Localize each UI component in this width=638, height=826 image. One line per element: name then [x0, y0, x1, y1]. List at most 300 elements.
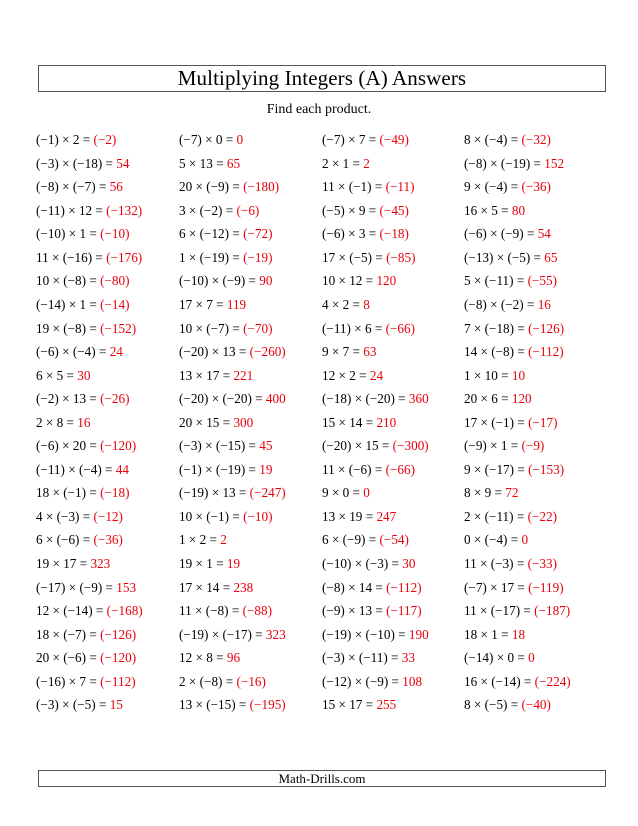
problem-item: [179, 646, 322, 670]
problem-answer: 360: [408, 391, 429, 407]
problem-item: [464, 152, 608, 176]
problem-question: 11 × (−3) =: [464, 556, 525, 572]
problem-answer: (−36): [521, 179, 551, 195]
problem-answer: 120: [376, 273, 397, 289]
problem-answer: (−6): [236, 202, 260, 218]
problem-item: [36, 670, 179, 694]
problem-item: [464, 411, 608, 435]
footer-box: [38, 770, 606, 787]
problem-item: [464, 528, 608, 552]
problem-item: [36, 458, 179, 482]
problem-question: 9 × 7 =: [322, 344, 360, 360]
problem-answer: (−36): [93, 532, 123, 548]
problem-item: [179, 552, 322, 576]
problem-question: (−16) × 7 =: [36, 673, 97, 689]
problem-question: 4 × 2 =: [322, 297, 360, 312]
problem-item: [464, 481, 608, 505]
problem-answer: 15: [109, 697, 123, 713]
problem-item: [179, 622, 322, 646]
problem-item: [179, 316, 322, 340]
problem-question: (−8) × (−7) =: [36, 179, 107, 195]
problem-item: [179, 434, 322, 458]
problem-answer: 323: [90, 556, 111, 572]
problem-question: (−6) × 20 =: [36, 438, 97, 454]
problem-answer: 56: [109, 179, 123, 195]
problem-item: [36, 575, 179, 599]
instructions: Find each product.: [266, 102, 372, 117]
problem-question: (−7) × 0 =: [179, 132, 234, 148]
problem-answer: 63: [363, 344, 377, 360]
problem-answer: 24: [109, 344, 123, 360]
problem-item: [179, 340, 322, 364]
problem-item: [322, 646, 464, 670]
problem-item: [36, 199, 179, 223]
problem-item: [36, 293, 179, 317]
problem-question: (−7) × 17 =: [464, 579, 525, 595]
problem-question: 20 × 15 =: [179, 414, 231, 430]
problem-item: [322, 505, 464, 529]
problem-question: 13 × 19 =: [322, 508, 374, 524]
problem-item: [179, 175, 322, 199]
problem-question: 16 × 5 =: [464, 202, 509, 218]
problem-answer: (−32): [521, 132, 551, 148]
problem-question: (−7) × 7 =: [322, 132, 377, 148]
problem-item: [36, 340, 179, 364]
problem-answer: 30: [402, 556, 416, 572]
problem-answer: (−66): [385, 320, 415, 336]
problem-answer: 96: [226, 650, 241, 666]
problem-answer: (−187): [534, 603, 571, 619]
problem-answer: (−22): [527, 508, 557, 524]
problem-question: 2 × (−8) =: [179, 673, 234, 689]
problem-question: 17 × (−1) =: [464, 414, 525, 430]
problem-item: [464, 246, 608, 270]
problem-question: (−20) × 15 =: [322, 438, 390, 454]
problem-question: 18 × (−7) =: [36, 626, 97, 642]
problem-answer: (−10): [100, 226, 130, 242]
problem-answer: 8: [363, 297, 370, 312]
problem-item: [322, 222, 464, 246]
problem-item: [36, 646, 179, 670]
problem-answer: 247: [376, 508, 397, 524]
problem-answer: 221: [233, 367, 254, 383]
problem-answer: 0: [528, 650, 535, 666]
problem-answer: (−9): [521, 438, 545, 454]
problem-item: [179, 199, 322, 223]
problem-question: 6 × 5 =: [36, 367, 74, 383]
problem-answer: 300: [233, 414, 254, 430]
problem-answer: (−120): [100, 438, 137, 454]
problem-answer: 2: [220, 532, 227, 548]
problem-answer: 44: [115, 461, 129, 477]
problem-question: 7 × (−18) =: [464, 320, 525, 336]
problem-answer: (−2): [93, 132, 117, 148]
problem-answer: 2: [363, 155, 370, 171]
problem-item: [464, 646, 608, 670]
problem-question: (−19) × 13 =: [179, 485, 247, 501]
problem-item: [36, 528, 179, 552]
problem-answer: (−70): [243, 320, 273, 336]
problem-question: 10 × 12 =: [322, 273, 374, 289]
problem-question: (−11) × 6 =: [322, 320, 383, 336]
problem-answer: 90: [259, 273, 273, 289]
problem-answer: (−126): [528, 320, 565, 336]
problem-question: 10 × (−7) =: [179, 320, 240, 336]
problem-answer: 10: [511, 367, 526, 383]
problem-question: 19 × 17 =: [36, 556, 88, 572]
problem-item: [322, 199, 464, 223]
problem-question: (−8) × 14 =: [322, 579, 383, 595]
problem-item: [36, 622, 179, 646]
problem-question: (−9) × 1 =: [464, 438, 519, 454]
problem-question: 12 × 2 =: [322, 367, 367, 383]
problem-item: [322, 246, 464, 270]
problem-answer: (−10): [243, 508, 273, 524]
problem-item: [36, 481, 179, 505]
problem-grid: [36, 128, 608, 717]
problem-item: [36, 693, 179, 717]
problem-question: (−10) × (−9) =: [179, 273, 256, 289]
problem-item: [179, 505, 322, 529]
problem-answer: 19: [226, 556, 241, 572]
problem-question: 11 × (−16) =: [36, 249, 103, 265]
problem-question: 1 × (−19) =: [179, 249, 240, 265]
problem-question: 19 × (−8) =: [36, 320, 97, 336]
problem-item: [179, 293, 322, 317]
problem-answer: 119: [226, 297, 247, 312]
problem-question: 1 × 2 =: [179, 532, 217, 548]
problem-question: 1 × 10 =: [464, 367, 509, 383]
problem-answer: (−260): [249, 344, 286, 360]
problem-question: (−3) × (−18) =: [36, 155, 113, 171]
problem-item: [322, 528, 464, 552]
problem-question: 12 × (−14) =: [36, 603, 104, 619]
problem-item: [36, 316, 179, 340]
problem-answer: 16: [77, 414, 91, 430]
problem-item: [179, 599, 322, 623]
problem-item: [464, 622, 608, 646]
problem-answer: 0: [363, 485, 370, 501]
problem-item: [179, 575, 322, 599]
problem-answer: (−33): [527, 556, 557, 572]
problem-answer: (−45): [379, 202, 409, 218]
problem-item: [179, 693, 322, 717]
problem-item: [36, 387, 179, 411]
problem-question: 2 × 1 =: [322, 155, 360, 171]
problem-item: [179, 387, 322, 411]
problem-answer: 152: [544, 155, 565, 171]
problem-answer: (−66): [385, 461, 415, 477]
problem-question: (−14) × 1 =: [36, 297, 97, 312]
problem-item: [464, 670, 608, 694]
problem-item: [322, 434, 464, 458]
problem-answer: 19: [259, 461, 273, 477]
problem-item: [179, 411, 322, 435]
title-box: [38, 65, 606, 92]
problem-question: (−6) × (−9) =: [464, 226, 535, 242]
problem-question: 8 × (−5) =: [464, 697, 519, 713]
problem-question: (−11) × (−4) =: [36, 461, 113, 477]
problem-item: [179, 269, 322, 293]
problem-item: [322, 340, 464, 364]
footer-text: Math-Drills.com: [278, 771, 366, 786]
problem-item: [36, 222, 179, 246]
problem-question: (−8) × (−2) =: [464, 297, 535, 312]
problem-item: [322, 411, 464, 435]
problem-item: [464, 269, 608, 293]
problem-answer: (−112): [386, 579, 422, 595]
problem-question: (−13) × (−5) =: [464, 249, 541, 265]
problem-answer: 0: [236, 132, 244, 148]
problem-answer: 72: [505, 485, 519, 501]
problem-item: [322, 481, 464, 505]
problem-item: [36, 505, 179, 529]
problem-question: 2 × 8 =: [36, 414, 74, 430]
problem-item: [464, 128, 608, 152]
problem-answer: (−18): [100, 485, 130, 501]
problem-answer: (−300): [392, 438, 429, 454]
problem-item: [322, 269, 464, 293]
problem-item: [322, 599, 464, 623]
problem-item: [36, 552, 179, 576]
problem-question: (−8) × (−19) =: [464, 155, 541, 171]
problem-answer: 210: [376, 414, 397, 430]
problem-answer: (−80): [100, 273, 130, 289]
problem-item: [179, 528, 322, 552]
problem-answer: 65: [544, 249, 558, 265]
problem-item: [464, 316, 608, 340]
problem-answer: (−112): [528, 344, 564, 360]
problem-question: (−20) × 13 =: [179, 344, 247, 360]
problem-answer: (−54): [379, 532, 409, 548]
problem-question: 5 × 13 =: [179, 155, 224, 171]
problem-item: [179, 222, 322, 246]
problem-item: [464, 293, 608, 317]
problem-answer: (−49): [379, 132, 409, 148]
problem-question: (−5) × 9 =: [322, 202, 377, 218]
problem-question: 18 × (−1) =: [36, 485, 97, 501]
problem-answer: 18: [511, 626, 526, 642]
problem-answer: (−180): [243, 179, 280, 195]
problem-answer: 120: [511, 391, 532, 407]
problem-question: 9 × (−4) =: [464, 179, 519, 195]
problem-question: 12 × 8 =: [179, 650, 224, 666]
problem-question: 17 × 14 =: [179, 579, 231, 595]
problem-item: [464, 552, 608, 576]
problem-answer: (−88): [242, 603, 272, 619]
problem-item: [464, 599, 608, 623]
problem-answer: 0: [521, 532, 529, 548]
problem-item: [464, 575, 608, 599]
problem-question: 4 × (−3) =: [36, 508, 91, 524]
problem-answer: (−224): [534, 673, 571, 689]
problem-item: [322, 458, 464, 482]
problem-answer: (−55): [527, 273, 557, 289]
problem-question: 13 × (−15) =: [179, 697, 247, 713]
problem-item: [322, 693, 464, 717]
problem-answer: (−12): [93, 508, 123, 524]
problem-question: 8 × 9 =: [464, 485, 502, 501]
problem-answer: (−117): [386, 603, 422, 619]
problem-answer: 45: [259, 438, 273, 454]
problem-answer: (−119): [528, 579, 564, 595]
problem-item: [464, 340, 608, 364]
problem-answer: (−14): [100, 297, 130, 312]
problem-answer: 16: [537, 297, 551, 312]
problem-answer: 80: [511, 202, 526, 218]
problem-answer: 54: [537, 226, 551, 242]
problem-answer: (−247): [249, 485, 286, 501]
problem-question: 17 × (−5) =: [322, 249, 383, 265]
problem-question: (−1) × 2 =: [36, 132, 91, 148]
problem-question: (−2) × 13 =: [36, 391, 97, 407]
problem-question: 10 × (−1) =: [179, 508, 240, 524]
problem-item: [179, 128, 322, 152]
problem-item: [36, 175, 179, 199]
problem-item: [179, 670, 322, 694]
worksheet-title: Multiplying Integers (A) Answers: [177, 66, 467, 90]
problem-answer: 54: [116, 155, 130, 171]
problem-item: [464, 363, 608, 387]
problem-item: [179, 481, 322, 505]
problem-item: [179, 363, 322, 387]
problem-item: [322, 387, 464, 411]
problem-question: (−3) × (−5) =: [36, 697, 107, 713]
problem-question: 9 × (−17) =: [464, 461, 525, 477]
problem-item: [464, 199, 608, 223]
problem-question: (−3) × (−11) =: [322, 650, 399, 666]
problem-question: 19 × 1 =: [179, 556, 224, 572]
problem-item: [464, 387, 608, 411]
problem-item: [322, 316, 464, 340]
problem-item: [179, 152, 322, 176]
problem-item: [464, 222, 608, 246]
problem-question: 10 × (−8) =: [36, 273, 97, 289]
problem-answer: (−72): [243, 226, 273, 242]
problem-answer: 153: [116, 579, 137, 595]
problem-question: 11 × (−1) =: [322, 179, 383, 195]
problem-item: [464, 175, 608, 199]
problem-answer: 24: [369, 367, 384, 383]
problem-question: (−11) × 12 =: [36, 202, 103, 218]
problem-question: 20 × 6 =: [464, 391, 509, 407]
problem-answer: (−17): [528, 414, 558, 430]
problem-answer: 30: [77, 367, 91, 383]
problem-item: [36, 599, 179, 623]
problem-item: [322, 128, 464, 152]
problem-question: 13 × 17 =: [179, 367, 231, 383]
problem-question: 6 × (−12) =: [179, 226, 240, 242]
problem-item: [179, 246, 322, 270]
problem-question: 0 × (−4) =: [464, 532, 519, 548]
problem-answer: (−126): [100, 626, 137, 642]
problem-answer: (−16): [236, 673, 266, 689]
problem-item: [36, 128, 179, 152]
problem-answer: (−168): [106, 603, 143, 619]
problem-question: (−3) × (−15) =: [179, 438, 256, 454]
problem-answer: 65: [226, 155, 241, 171]
problem-question: 11 × (−17) =: [464, 603, 531, 619]
problem-question: 17 × 7 =: [179, 297, 224, 312]
problem-item: [36, 411, 179, 435]
problem-question: (−1) × (−19) =: [179, 461, 256, 477]
problem-item: [322, 175, 464, 199]
problem-question: (−19) × (−17) =: [179, 626, 263, 642]
problem-item: [322, 293, 464, 317]
problem-item: [322, 575, 464, 599]
problem-question: 11 × (−8) =: [179, 603, 240, 619]
problem-item: [322, 552, 464, 576]
problem-question: 20 × (−6) =: [36, 650, 97, 666]
problem-answer: 323: [265, 626, 286, 642]
problem-answer: (−176): [106, 249, 143, 265]
problem-question: 15 × 17 =: [322, 697, 374, 713]
problem-answer: (−19): [243, 249, 273, 265]
problem-item: [36, 269, 179, 293]
problem-answer: (−112): [100, 673, 136, 689]
problem-item: [36, 434, 179, 458]
problem-question: (−12) × (−9) =: [322, 673, 399, 689]
problem-item: [322, 363, 464, 387]
problem-question: (−6) × 3 =: [322, 226, 377, 242]
problem-question: (−19) × (−10) =: [322, 626, 406, 642]
problem-answer: (−132): [106, 202, 143, 218]
problem-item: [464, 505, 608, 529]
problem-answer: (−152): [100, 320, 137, 336]
problem-question: (−14) × 0 =: [464, 650, 525, 666]
problem-question: (−10) × 1 =: [36, 226, 97, 242]
problem-answer: 238: [233, 579, 254, 595]
problem-answer: 400: [265, 391, 286, 407]
problem-answer: (−18): [379, 226, 409, 242]
problem-item: [322, 670, 464, 694]
problem-item: [464, 693, 608, 717]
problem-question: 11 × (−6) =: [322, 461, 383, 477]
problem-answer: 255: [376, 697, 397, 713]
problem-item: [464, 458, 608, 482]
problem-answer: (−195): [249, 697, 286, 713]
problem-answer: 108: [402, 673, 423, 689]
problem-answer: (−85): [386, 249, 416, 265]
problem-question: (−20) × (−20) =: [179, 391, 263, 407]
problem-question: 5 × (−11) =: [464, 273, 525, 289]
problem-item: [36, 152, 179, 176]
problem-item: [179, 458, 322, 482]
problem-question: 18 × 1 =: [464, 626, 509, 642]
problem-question: 6 × (−9) =: [322, 532, 377, 548]
problem-question: (−10) × (−3) =: [322, 556, 399, 572]
problem-item: [36, 246, 179, 270]
problem-answer: (−40): [521, 697, 551, 713]
problem-answer: (−26): [100, 391, 130, 407]
problem-answer: (−11): [385, 179, 415, 195]
problem-question: 15 × 14 =: [322, 414, 374, 430]
problem-question: 3 × (−2) =: [179, 202, 234, 218]
problem-item: [322, 152, 464, 176]
problem-item: [36, 363, 179, 387]
problem-question: 16 × (−14) =: [464, 673, 532, 689]
problem-item: [322, 622, 464, 646]
problem-question: 8 × (−4) =: [464, 132, 519, 148]
problem-question: (−6) × (−4) =: [36, 344, 107, 360]
problem-question: 9 × 0 =: [322, 485, 360, 501]
problem-question: 2 × (−11) =: [464, 508, 525, 524]
problem-question: (−18) × (−20) =: [322, 391, 406, 407]
problem-question: 14 × (−8) =: [464, 344, 525, 360]
problem-question: 20 × (−9) =: [179, 179, 240, 195]
problem-question: (−9) × 13 =: [322, 603, 383, 619]
problem-question: (−17) × (−9) =: [36, 579, 113, 595]
